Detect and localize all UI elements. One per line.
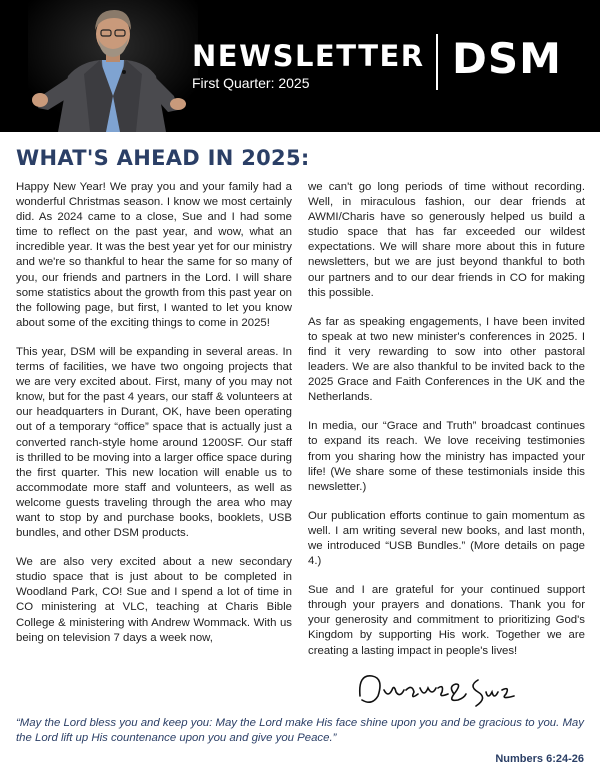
paragraph: As far as speaking engagements, I have been invited to speak at two new minister's conferences in 2025. I find it very rewarding to sow into other pastoral leaders. We are also thankful to be invited back to the 2025 Grace and Faith Conferences in the UK and the Netherlands. — [308, 315, 585, 404]
newsletter-header — [0, 0, 600, 132]
paragraph: We are also very excited about a new secondary studio space that is just about to be completed in Woodland Park, CO! Sue and I spend a lot of time in CO ministering at VLC, teaching at Charis Bible College & ministering with Andrew Wommack. With us being on television 7 days a week now, — [16, 556, 292, 644]
scripture-quote: “May the Lord bless you and keep you: May the Lord make His face shine upon you and be gracious to you. May the Lord lift up His countenance upon you and give you Peace.” — [16, 717, 584, 744]
paragraph: Our publication efforts continue to gain momentum as well. I am writing several new books, and last month, we introduced “USB Bundles.” (More details on page 4.) — [308, 509, 585, 568]
paragraph: In media, our “Grace and Truth” broadcast continues to expand its reach. We love receiving testimonies from you sharing how the ministry has impacted your life! (We share some of these testimonials inside this newsletter.) — [308, 420, 585, 493]
paragraph: we can't go long periods of time without recording. Well, in miraculous fashion, our dear friends at AWMI/Charis have so generously helped us build a studio space that has far exceeded our wildest expectations. We will share more about this in future newsletters, but we are just beyond thankful to both our partners and to our dear friends in CO for making this possible. — [308, 181, 585, 299]
speaker-photo — [28, 0, 198, 132]
right-column — [308, 180, 585, 673]
scripture-reference: Numbers 6:24-26 — [495, 753, 584, 765]
paragraph: Sue and I are grateful for your continued support through your prayers and donations. Thank you for your generosity and commitment to prioritizing God's Kingdom by supporting His work. Together we are creating a lasting impact in people's lives! — [308, 584, 585, 657]
header-divider — [436, 34, 438, 90]
title-block — [192, 40, 425, 91]
newsletter-title: NEWSLETTER — [192, 39, 425, 73]
section-heading: WHAT'S AHEAD IN 2025: — [16, 146, 310, 170]
handwritten-signature — [354, 666, 524, 710]
left-column — [16, 180, 292, 660]
brand-logo: DSM — [452, 34, 562, 83]
paragraph: Happy New Year! We pray you and your family had a wonderful Christmas season. I know we most certainly did. As 2024 came to a close, Sue and I had some time to reflect on the past year, and wow, what an incredible year. It was the best year yet for our ministry and we're so thankful to hear the same for so many of you, our friends and partners in the Lord. I will share some statistics about the growth from this past year on the following page, but first, I wanted to let you know about some of the exciting things to come in 2025! — [16, 181, 292, 329]
issue-subtitle: First Quarter: 2025 — [192, 75, 310, 91]
paragraph: This year, DSM will be expanding in several areas. In terms of facilities, we have two ongoing projects that we are very excited about. First, many of you may not know, but for the past 4 years, our staff & volunteers at our headquarters in Durant, OK, have been operating out of a temporary “office” space that is actually just a converted ranch-style home around 1200SF. Our staff is thrilled to be moving into a larger office space during the first quarter. This new location will enable us to accommodate more staff and volunteers, as well as welcome guests traveling through the area who may want to stop by and purchase books, booklets, USB bundles, and other DSM products. — [16, 345, 292, 540]
